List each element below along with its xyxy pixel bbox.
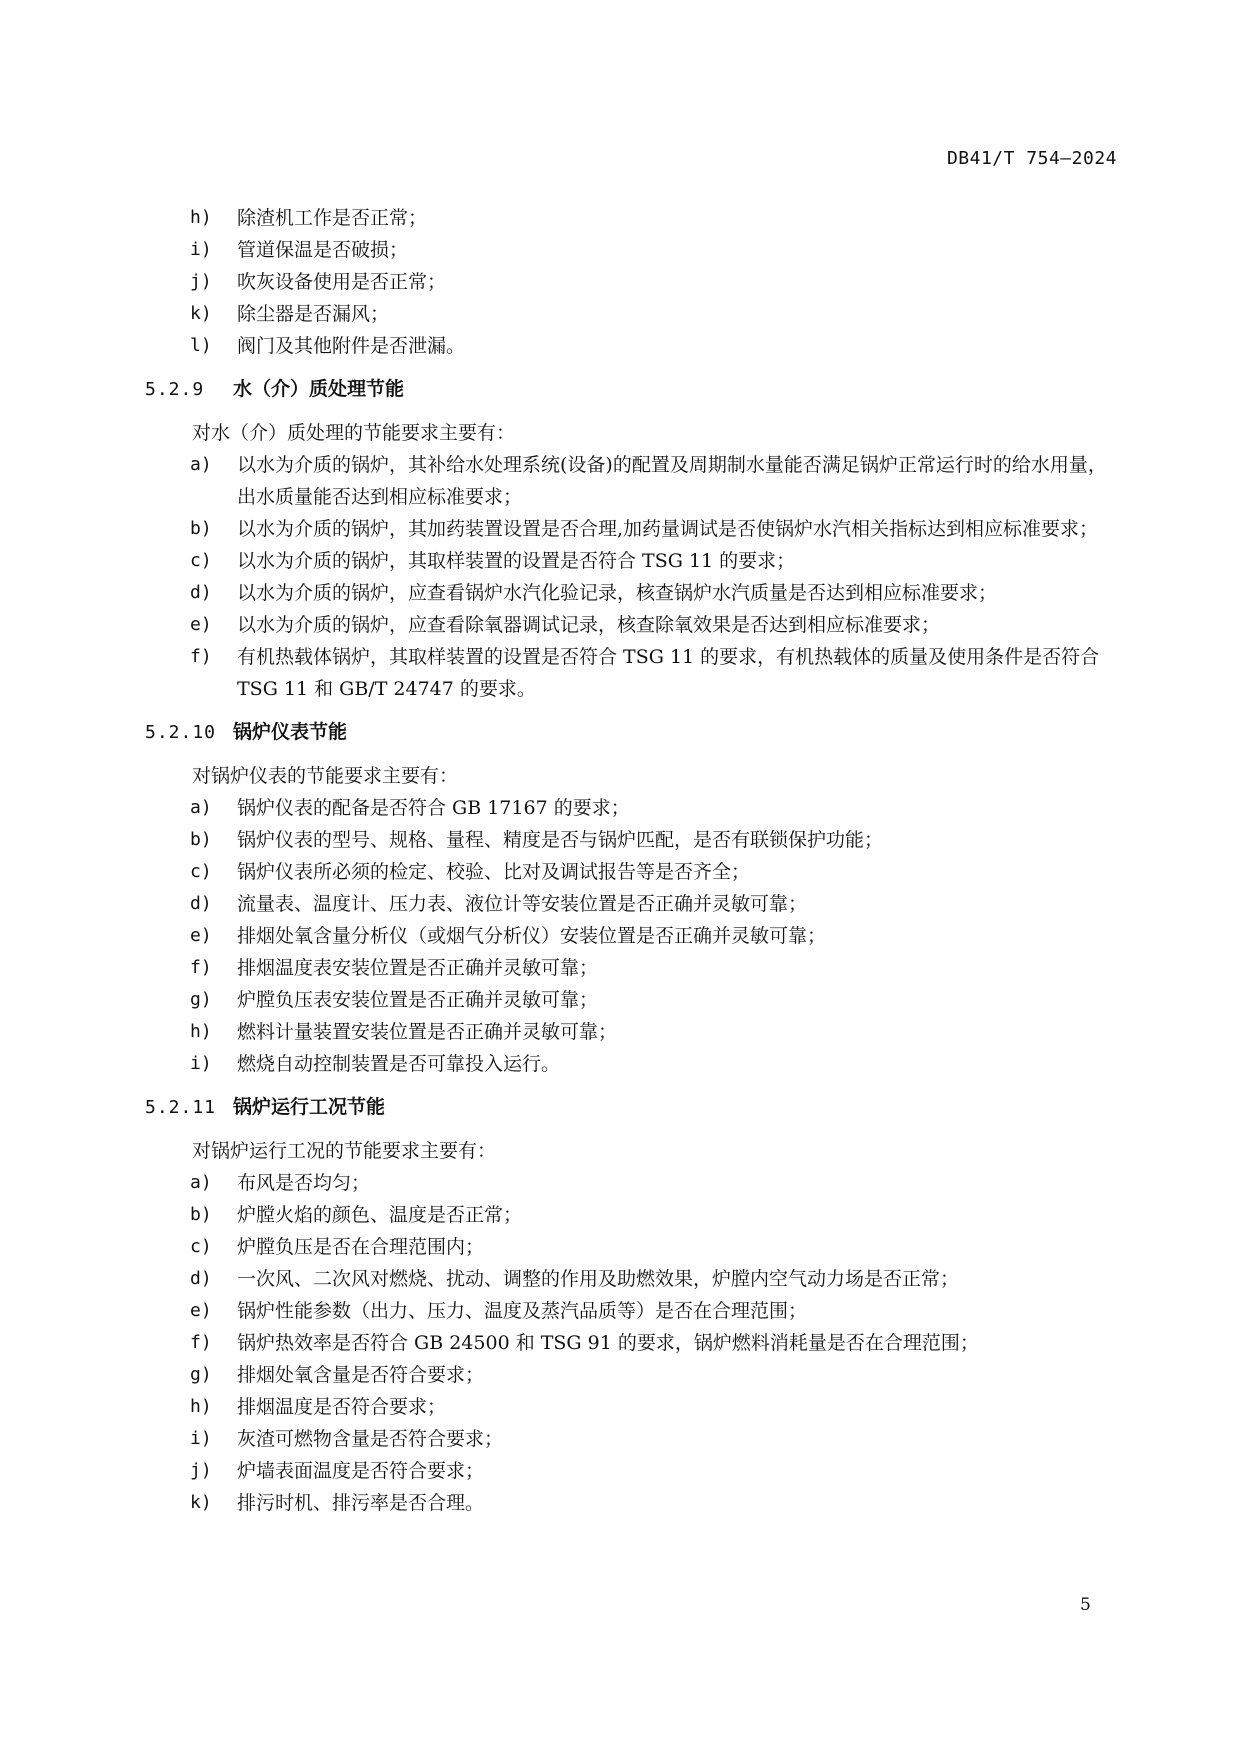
list-item: j) 吹灰设备使用是否正常； — [190, 271, 447, 293]
section-5-2-10 — [145, 715, 1125, 1080]
list-item: f) 有机热载体锅炉，其取样装置的设置是否符合 TSG 11 的要求，有机热载体的质量及使用条件是否符合 TSG 11 和 GB/T 24747 的要求。 — [190, 646, 1100, 700]
list-item: e) 排烟处氧含量分析仪（或烟气分析仪）安装位置是否正确并灵敏可靠； — [190, 925, 827, 947]
list-item: c) 以水为介质的锅炉，其取样装置的设置是否符合 TSG 11 的要求； — [190, 550, 796, 572]
section-intro: 对锅炉运行工况的节能要求主要有： — [192, 1140, 497, 1162]
list-item: f) 排烟温度表安装位置是否正确并灵敏可靠； — [190, 957, 599, 979]
list-item: a) 布风是否均匀； — [190, 1172, 371, 1194]
section-heading: 5.2.10 锅炉仪表节能 — [145, 721, 348, 743]
list-item: b) 锅炉仪表的型号、规格、量程、精度是否与锅炉匹配，是否有联锁保护功能； — [190, 829, 884, 851]
list-item: k) 排污时机、排污率是否合理。 — [190, 1492, 485, 1514]
list-item: g) 排烟处氧含量是否符合要求； — [190, 1364, 485, 1386]
list-top — [145, 202, 1125, 362]
list-item: c) 锅炉仪表所必须的检定、校验、比对及调试报告等是否齐全； — [190, 861, 751, 883]
list-item: b) 炉膛火焰的颜色、温度是否正常； — [190, 1204, 523, 1226]
list-item: d) 以水为介质的锅炉，应查看锅炉水汽化验记录，核查锅炉水汽质量是否达到相应标准要求； — [190, 582, 998, 604]
list-item: h) 排烟温度是否符合要求； — [190, 1396, 447, 1418]
list-item: a) 锅炉仪表的配备是否符合 GB 17167 的要求； — [190, 797, 630, 819]
page-number: 5 — [1080, 1595, 1091, 1615]
section-intro: 对锅炉仪表的节能要求主要有： — [192, 765, 459, 787]
list-item: a) 以水为介质的锅炉，其补给水处理系统(设备)的配置及周期制水量能否满足锅炉正常运行时的给水用量，出水质量能否达到相应标准要求； — [190, 454, 1107, 508]
page-content — [145, 202, 1125, 1519]
list-item: h) 燃料计量装置安装位置是否正确并灵敏可靠； — [190, 1021, 618, 1043]
list-item: i) 管道保温是否破损； — [190, 239, 409, 261]
document-code: DB41/T 754—2024 — [946, 148, 1117, 169]
list-item: k) 除尘器是否漏风； — [190, 303, 390, 325]
section-heading: 5.2.11 锅炉运行工况节能 — [145, 1096, 386, 1118]
list-item: j) 炉墙表面温度是否符合要求； — [190, 1460, 485, 1482]
section-intro: 对水（介）质处理的节能要求主要有： — [192, 422, 516, 444]
list-item: l) 阀门及其他附件是否泄漏。 — [190, 335, 466, 357]
list-item: e) 锅炉性能参数（出力、压力、温度及蒸汽品质等）是否在合理范围； — [190, 1300, 808, 1322]
list-item: i) 灰渣可燃物含量是否符合要求； — [190, 1428, 504, 1450]
list-item: h) 除渣机工作是否正常； — [190, 207, 428, 229]
list-item: b) 以水为介质的锅炉，其加药装置设置是否合理,加药量调试是否使锅炉水汽相关指标达到相应标准要求； — [190, 518, 1099, 540]
section-heading: 5.2.9 水（介）质处理节能 — [145, 378, 405, 400]
list-item: c) 炉膛负压是否在合理范围内； — [190, 1236, 485, 1258]
section-5-2-9 — [145, 372, 1125, 705]
list-item: e) 以水为介质的锅炉，应查看除氧器调试记录，核查除氧效果是否达到相应标准要求； — [190, 614, 941, 636]
list-item: f) 锅炉热效率是否符合 GB 24500 和 TSG 91 的要求，锅炉燃料消耗量是否在合理范围； — [190, 1332, 979, 1354]
section-5-2-11 — [145, 1090, 1125, 1519]
list-item: i) 燃烧自动控制装置是否可靠投入运行。 — [190, 1053, 561, 1075]
list-item: d) 流量表、温度计、压力表、液位计等安装位置是否正确并灵敏可靠； — [190, 893, 808, 915]
list-item: g) 炉膛负压表安装位置是否正确并灵敏可靠； — [190, 989, 599, 1011]
list-item: d) 一次风、二次风对燃烧、扰动、调整的作用及助燃效果，炉膛内空气动力场是否正常； — [190, 1268, 960, 1290]
